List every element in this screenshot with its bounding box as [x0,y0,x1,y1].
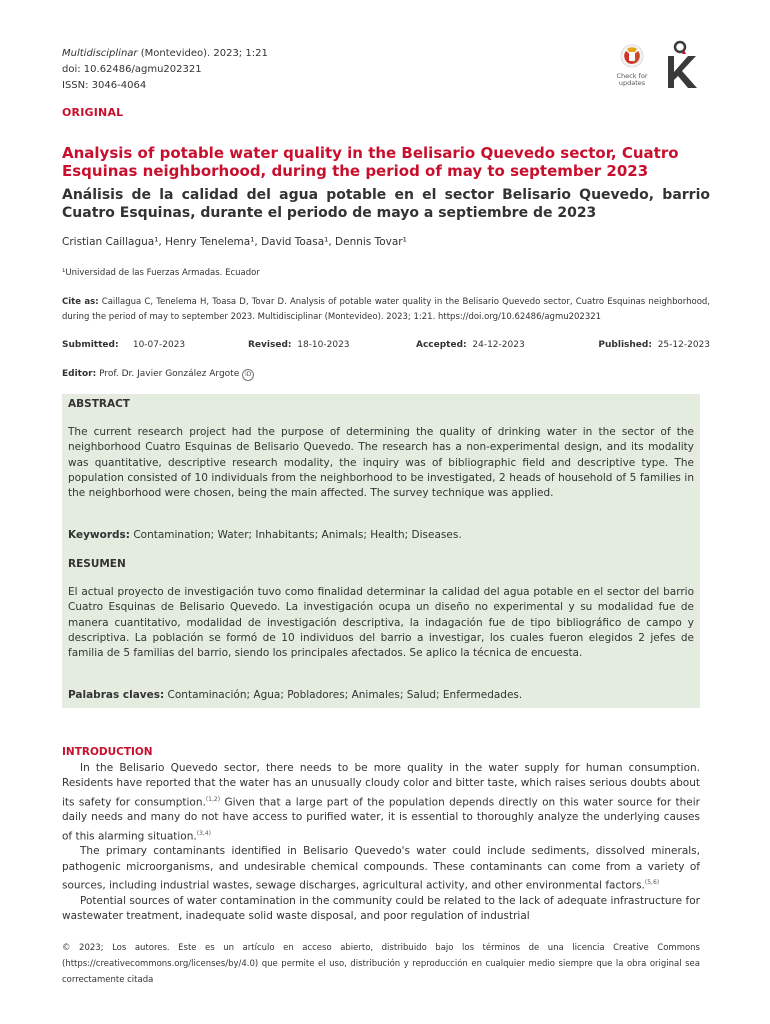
editor-line [62,369,254,381]
accepted-date [416,340,525,350]
header-logos [610,40,702,92]
published-label: Published: [598,340,652,350]
article-type-label: ORIGINAL [62,106,124,119]
citation-ref[interactable]: (1,2) [205,795,221,803]
revised-label: Revised: [248,340,292,350]
resumen-text: El actual proyecto de investigación tuvo como finalidad determinar la calidad del agua potable en el sector del barrio Cuatro Esquinas de Belisario Quevedo. La investigación ocupa un diseño no experimental y su modalidad fue de manera cuantitativo, modalidad de investigación descriptiva, la indagación fue de tipo bibliográfico de campo y descriptiva. La población se formó de 10 individuos del barrio a investigar, los cuales fueron elegidos 2 jefes de familia de 5 familias del barrio, siendo los principales afectados. Se aplico la técnica de encuesta. [68,586,694,660]
intro-paragraph-2 [62,844,700,893]
editor-name: Prof. Dr. Javier González Argote [96,369,240,379]
journal-citation [62,46,268,62]
submitted-value: 10-07-2023 [132,340,186,350]
revised-value: 18-10-2023 [297,340,350,350]
submitted-date [62,340,185,350]
intro-p1-part-b: Given that a large part of the population depends directly on this water source for their daily needs and many do not have access to purified water, it is essential to thoroughly analyze the underlying causes of this alarming situation. [62,796,700,843]
article-title-spanish: Análisis de la calidad del agua potable en el sector Belisario Quevedo, barrio Cuatro Esquinas, durante el periodo de mayo a septiembre de 2023 [62,187,710,221]
palabras-claves-label: Palabras claves: [68,689,165,701]
submitted-label: Submitted: [62,340,119,350]
orcid-icon[interactable]: iD [242,369,254,381]
article-title-english: Analysis of potable water quality in the Belisario Quevedo sector, Cuatro Esquinas neighborhood, during the period of may to september 2023 [62,144,679,180]
citation-block [62,295,710,325]
journal-volume: (Montevideo). 2023; 1:21 [137,48,268,59]
journal-header [62,46,268,94]
affiliation: ¹Universidad de las Fuerzas Armadas. Ecuador [62,268,260,278]
intro-paragraph-1 [62,761,700,844]
citation-ref[interactable]: (3,4) [196,829,211,837]
check-updates-icon [620,44,644,68]
citation-ref[interactable]: (5,6) [644,879,660,887]
author-list: Cristian Caillagua¹, Henry Tenelema¹, David Toasa¹, Dennis Tovar¹ [62,236,407,248]
resumen-keywords [68,688,694,703]
intro-p1-part-a: In the Belisario Quevedo sector, there needs to be more quality in the water supply for human consumption. Residents have reported that the water has an unusually cloudy color and bitter taste, which raises serious doubts about its safety for consumption. [62,762,700,809]
published-value: 25-12-2023 [657,340,710,350]
published-date [598,340,710,350]
journal-logo-icon [660,40,700,90]
accepted-label: Accepted: [416,340,467,350]
introduction-body [62,761,700,924]
check-updates-label: Check for updates [616,72,648,87]
abstract-keywords [68,528,694,543]
palabras-claves-list: Contaminación; Agua; Pobladores; Animales; Salud; Enfermedades. [164,689,523,701]
issn-line: ISSN: 3046-4064 [62,80,147,91]
journal-name: Multidisciplinar [62,48,138,59]
doi-line[interactable]: doi: 10.62486/agmu202321 [62,64,202,75]
editor-label: Editor: [62,369,97,379]
abstract-box [62,394,700,708]
intro-p2-text: The primary contaminants identified in Belisario Quevedo's water could include sediments, dissolved minerals, pathogenic microorganisms, and undesirable chemical compounds. These contaminants can come from a variety of sources, including industrial wastes, sewage discharges, agricultural activity, and other environmental factors. [62,845,700,892]
abstract-text: The current research project had the purpose of determining the quality of drinking water in the sector of the neighborhood Cuatro Esquinas de Belisario Quevedo. The research has a non-experimental design, and its modality was quantitative, descriptive research modality, the inquiry was of bibliographic field and descriptive type. The population consisted of 10 individuals from the neighborhood to be investigated, 2 heads of household of 5 families in the neighborhood were chosen, being the main affected. The survey technique was applied. [68,426,694,500]
cite-text: Caillagua C, Tenelema H, Toasa D, Tovar D. Analysis of potable water quality in the Belisario Quevedo sector, Cuatro Esquinas neighborhood, during the period of may to september 2023. Multidisciplinar (Montevideo). 2023; 1:21. https://doi.org/10.62486/agmu202321 [62,297,710,322]
keywords-label: Keywords: [68,529,130,541]
revised-date [248,340,350,350]
keywords-list: Contamination; Water; Inhabitants; Animals; Health; Diseases. [129,529,462,541]
resumen-heading: RESUMEN [68,558,126,570]
cite-label: Cite as: [62,297,99,307]
abstract-heading: ABSTRACT [68,398,130,410]
license-footer: © 2023; Los autores. Este es un artículo en acceso abierto, distribuido bajo los términos de una licencia Creative Commons (https://creativecommons.org/licenses/by/4.0) que permite el uso, distribución y reproducción en cualquier medio siempre que la obra original sea correctamente citada [62,943,700,985]
check-for-updates-badge[interactable] [610,44,654,87]
introduction-heading: INTRODUCTION [62,746,153,758]
intro-paragraph-3: Potential sources of water contamination in the community could be related to the lack of adequate infrastructure for wastewater treatment, inadequate solid waste disposal, and poor regulation of industrial [62,894,700,923]
accepted-value: 24-12-2023 [472,340,525,350]
